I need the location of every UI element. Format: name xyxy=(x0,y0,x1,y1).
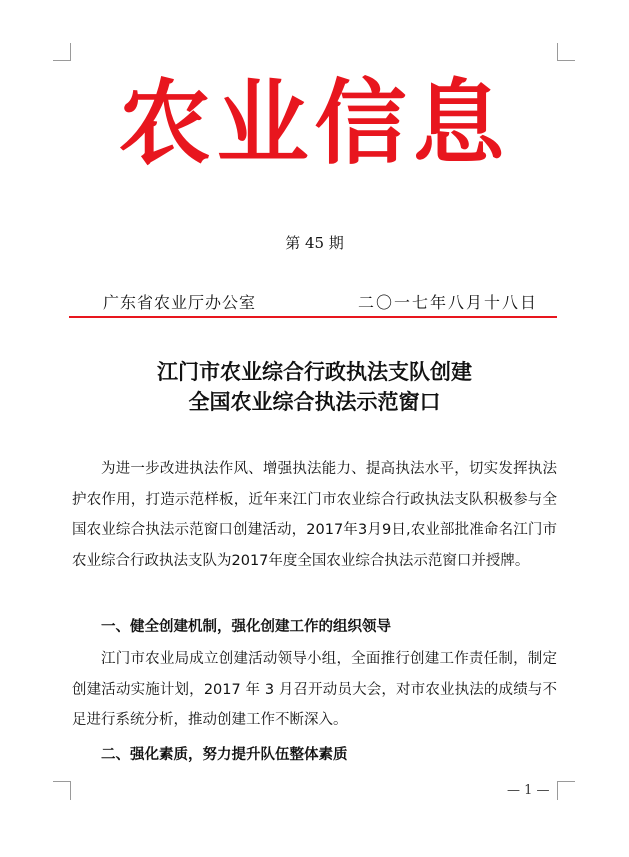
crop-mark xyxy=(557,60,575,61)
crop-mark xyxy=(557,781,575,782)
red-divider xyxy=(69,316,557,318)
body-paragraph: 为进一步改进执法作风、增强执法能力、提高执法水平，切实发挥执法护农作用，打造示范样板，近年来江门市农业综合行政执法支队积极参与全国农业综合执法示范窗口创建活动，2017年3月9日,农业部批准命名江门市农业综合行政执法支队为2017年度全国农业综合执法示范窗口并授牌。 xyxy=(72,461,557,569)
issue-number: 第 45 期 xyxy=(285,234,344,252)
crop-mark xyxy=(70,782,71,800)
crop-mark xyxy=(53,60,71,61)
crop-mark xyxy=(70,43,71,61)
issue-date: 二〇一七年八月十八日 xyxy=(358,293,539,312)
article-headline-line2: 全国农业综合执法示范窗口 xyxy=(188,389,441,414)
masthead-title: 农业信息 xyxy=(118,69,511,177)
crop-mark xyxy=(53,781,71,782)
article-headline-line1: 江门市农业综合行政执法支队创建 xyxy=(157,359,472,384)
publisher: 广东省农业厅办公室 xyxy=(103,293,257,312)
page-number: — 1 — xyxy=(507,783,550,798)
section-heading: 二、强化素质，努力提升队伍整体素质 xyxy=(101,747,348,763)
section-heading: 一、健全创建机制，强化创建工作的组织领导 xyxy=(101,619,391,635)
crop-mark xyxy=(557,782,558,800)
body-paragraph: 江门市农业局成立创建活动领导小组，全面推行创建工作责任制，制定创建活动实施计划，2017 年 3 月召开动员大会，对市农业执法的成绩与不足进行系统分析，推动创建工作不断深入。 xyxy=(72,651,557,728)
crop-mark xyxy=(557,43,558,61)
